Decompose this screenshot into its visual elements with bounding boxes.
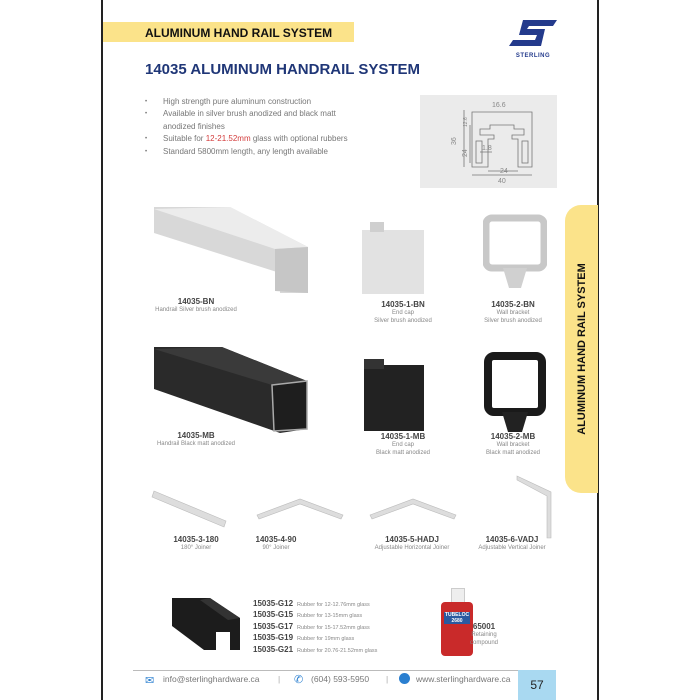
page-title: 14035 ALUMINUM HANDRAIL SYSTEM xyxy=(145,61,421,78)
rubber-item: 15035-G17 Rubber for 15-17.52mm glass xyxy=(253,621,370,631)
globe-icon xyxy=(399,673,410,684)
handrail-black-image xyxy=(152,345,312,435)
product-14035-1-bn: 14035-1-BN End cap Silver brush anodized xyxy=(374,300,432,324)
joiner-vertical-adjustable-image xyxy=(515,474,555,540)
product-14035-4-90: 14035-4-90 90° Joiner xyxy=(255,535,297,551)
end-cap-silver-image xyxy=(360,218,426,296)
svg-text:1.8: 1.8 xyxy=(482,145,492,152)
side-tab-text: ALUMINUM HAND RAIL SYSTEM xyxy=(575,263,588,435)
compound-bottle-image: TUBELOC 2680 xyxy=(441,588,473,656)
wall-bracket-silver-image xyxy=(483,212,547,292)
glass-range-highlight: 12-21.52mm xyxy=(205,134,251,144)
product-14035-2-mb: 14035-2-MB Wall bracket Black matt anodized xyxy=(485,432,541,456)
product-14035-6-vadj: 14035-6-VADJ Adjustable Vertical Joiner xyxy=(478,535,546,551)
joiner-180-image xyxy=(150,485,230,530)
phone-icon: ✆ xyxy=(294,674,304,686)
feature-item: • Available in silver brush anodized and black matt anodized finishes xyxy=(145,108,360,133)
feature-item: • Suitable for 12-21.52mm glass with optional rubbers xyxy=(145,133,360,145)
page-edge-left xyxy=(101,0,103,700)
logo-text: STERLING xyxy=(515,53,551,59)
page-number: 57 xyxy=(518,670,556,700)
product-65001: 65001 Retaining compound xyxy=(469,622,499,646)
profile-diagram xyxy=(420,95,557,188)
product-14035-5-hadj: 14035-5-HADJ Adjustable Horizontal Joiner xyxy=(374,535,450,551)
svg-text:24: 24 xyxy=(462,149,469,157)
end-cap-black-image xyxy=(362,355,426,433)
feature-list xyxy=(145,96,360,158)
product-14035-1-mb: 14035-1-MB End cap Black matt anodized xyxy=(375,432,431,456)
footer-divider xyxy=(133,670,518,671)
rubber-item: 15035-G19 Rubber for 19mm glass xyxy=(253,633,355,643)
footer-separator: | xyxy=(278,674,281,684)
svg-text:12.6: 12.6 xyxy=(463,117,469,127)
rubber-item: 15035-G12 Rubber for 12-12.76mm glass xyxy=(253,599,370,608)
svg-text:16.6: 16.6 xyxy=(492,102,506,109)
svg-text:36: 36 xyxy=(451,137,458,145)
joiner-90-image xyxy=(255,495,345,525)
email-icon: ✉ xyxy=(145,675,155,687)
side-section-tab xyxy=(565,205,598,493)
rubber-list xyxy=(253,599,377,656)
handrail-silver-image xyxy=(150,203,312,295)
rubber-profile-image xyxy=(170,596,242,652)
section-banner xyxy=(103,22,354,42)
product-14035-2-bn: 14035-2-BN Wall bracket Silver brush anodized xyxy=(484,300,542,324)
feature-item: • Standard 5800mm length, any length available xyxy=(145,146,360,158)
phone-link[interactable]: (604) 593-5950 xyxy=(311,674,370,684)
product-14035-bn: 14035-BN Handrail Silver brush anodized xyxy=(155,297,237,313)
email-link[interactable]: info@sterlinghardware.ca xyxy=(163,674,260,684)
sterling-logo xyxy=(505,18,561,58)
footer-separator: | xyxy=(386,674,389,684)
rubber-item: 15035-G15 Rubber for 13-15mm glass xyxy=(253,610,363,620)
rubber-item: 15035-G21 Rubber for 20.76-21.52mm glass xyxy=(253,644,378,654)
svg-text:24: 24 xyxy=(500,168,508,175)
feature-item: • High strength pure aluminum construction xyxy=(145,96,360,108)
svg-text:40: 40 xyxy=(498,178,506,185)
wall-bracket-black-image xyxy=(484,352,546,434)
joiner-horizontal-adjustable-image xyxy=(368,495,458,525)
product-14035-3-180: 14035-3-180 180° Joiner xyxy=(173,535,219,551)
product-14035-mb: 14035-MB Handrail Black matt anodized xyxy=(156,431,236,447)
website-link[interactable]: www.sterlinghardware.ca xyxy=(416,674,511,684)
banner-text: ALUMINUM HAND RAIL SYSTEM xyxy=(145,26,333,40)
